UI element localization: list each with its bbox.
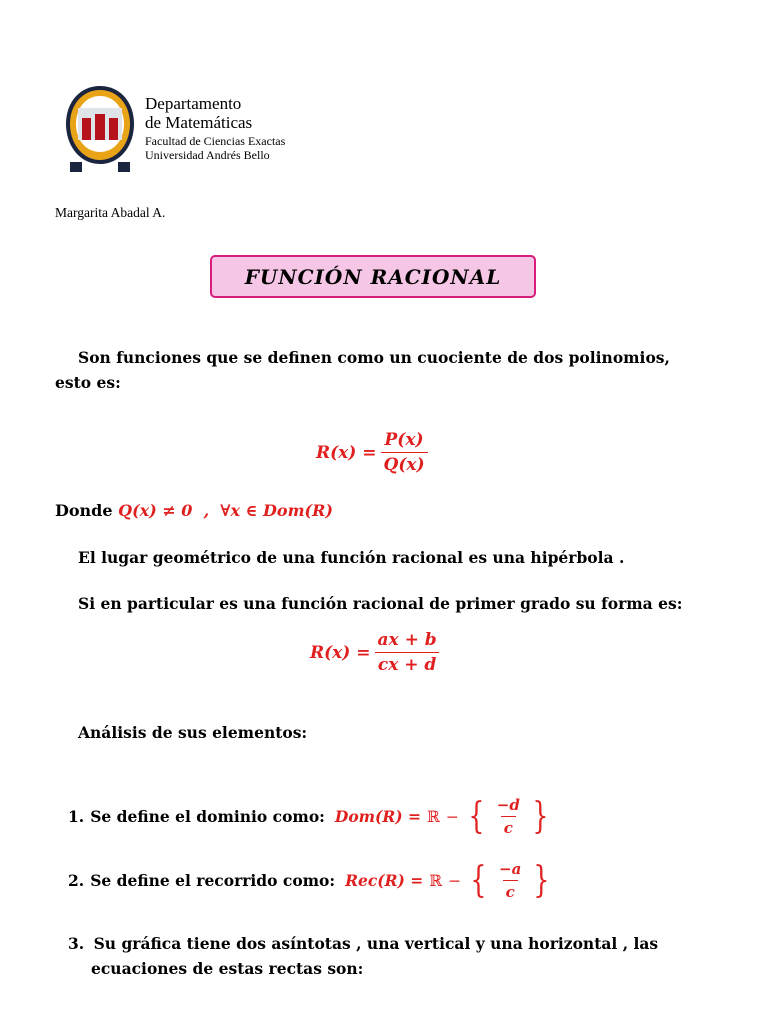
dept-line-2: de Matemáticas — [145, 113, 253, 132]
equation-first-degree — [310, 630, 440, 675]
intro-line-2: esto es: — [55, 373, 121, 392]
university-seal-icon — [64, 84, 136, 176]
eq2-fraction — [375, 630, 440, 675]
author-name: Margarita Abadal A. — [55, 205, 166, 220]
eq1-lhs: R(x) = — [316, 442, 377, 463]
item-2-fraction — [496, 860, 524, 901]
item-2-numerator: −a — [499, 860, 522, 878]
right-brace-icon: } — [532, 795, 549, 837]
item-2-denominator: c — [503, 880, 518, 901]
item-1-minus: − — [445, 807, 459, 826]
eq2-lhs: R(x) = — [310, 642, 371, 663]
donde-line — [55, 501, 333, 520]
eq2-denominator: cx + d — [375, 652, 439, 675]
left-brace-icon: { — [468, 795, 485, 837]
department-heading — [145, 95, 285, 161]
analisis-heading: Análisis de sus elementos: — [78, 723, 308, 742]
dept-line-1: Departamento — [145, 94, 242, 113]
item-3-number: 3. — [68, 934, 85, 953]
item-1-lhs: Dom(R) = — [334, 807, 421, 826]
item-1-fraction — [494, 796, 523, 837]
eq1-numerator: P(x) — [384, 430, 424, 450]
item-1-text: Se define el dominio como: — [90, 807, 325, 826]
eq1-denominator: Q(x) — [381, 452, 428, 475]
page-title: FUNCIÓN RACIONAL — [244, 264, 502, 289]
item-1-number: 1. — [68, 807, 85, 826]
university-name: Universidad Andrés Bello — [145, 148, 270, 162]
intro-line-1: Son funciones que se definen como un cuociente de dos polinomios, — [78, 348, 670, 367]
donde-condition: Q(x) ≠ 0 , ∀x ∈ Dom(R) — [118, 501, 333, 520]
item-2-text: Se define el recorrido como: — [90, 871, 336, 890]
item-2-set: ℝ — [429, 871, 443, 890]
left-brace-icon: { — [470, 859, 487, 901]
lugar-geometrico-text: El lugar geométrico de una función racional es una hipérbola . — [78, 548, 625, 567]
item-3-text-1: Su gráfica tiene dos asíntotas , una vertical y una horizontal , las — [93, 934, 659, 953]
page-title-box — [210, 255, 536, 298]
particular-text: Si en particular es una función racional de primer grado su forma es: — [78, 594, 683, 613]
eq1-fraction — [381, 430, 428, 475]
faculty-name: Facultad de Ciencias Exactas — [145, 134, 286, 148]
item-2-lhs: Rec(R) = — [345, 871, 424, 890]
item-2-minus: − — [448, 871, 462, 890]
right-brace-icon: } — [533, 859, 550, 901]
equation-rational — [316, 430, 428, 475]
eq2-numerator: ax + b — [377, 630, 437, 650]
list-item-recorrido — [68, 860, 553, 901]
donde-word: Donde — [55, 501, 113, 520]
list-item-asintotas — [68, 934, 658, 953]
item-1-denominator: c — [501, 816, 516, 837]
item-3-text-2: ecuaciones de estas rectas son: — [91, 959, 364, 978]
item-1-set: ℝ — [427, 807, 440, 826]
list-item-dominio — [68, 796, 552, 837]
item-2-number: 2. — [68, 871, 85, 890]
item-1-numerator: −d — [496, 796, 520, 814]
